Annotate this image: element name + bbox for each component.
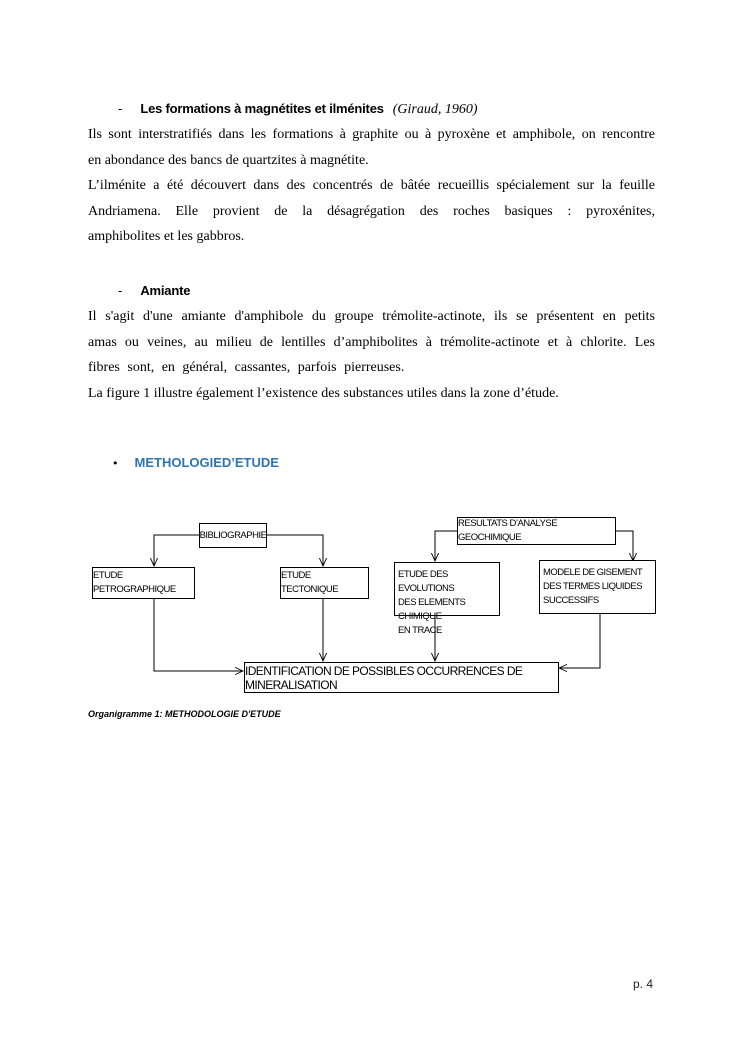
- citation: (Giraud, 1960): [392, 102, 478, 117]
- paragraph-line: fibres sont, en général, cassantes, parfois pierreuses.: [88, 360, 405, 376]
- paragraph-line: amphibolites et les gabbros.: [88, 229, 245, 245]
- box-identification: IDENTIFICATION DE POSSIBLES OCCURRENCES DE MINERALISATION: [244, 662, 559, 693]
- figure-caption: Organigramme 1: METHODOLOGIE D'ETUDE: [88, 709, 281, 719]
- box-modele-gisement: MODELE DE GISEMENT DES TERMES LIQUIDES SUCCESSIFS: [539, 560, 656, 614]
- paragraph-line: L’ilménite a été découvert dans des concentrés de bâtée recueillis spécialement sur la feuille: [88, 178, 655, 194]
- box-etude-petrographique: ETUDE PETROGRAPHIQUE: [92, 567, 195, 599]
- bullet-icon: •: [112, 457, 119, 470]
- section-title: Les formations à magnétites et ilménites: [140, 101, 384, 116]
- arrow-modele-ident: [559, 614, 600, 668]
- box-resultats-geochimique: RESULTATS D’ANALYSE GEOCHIMIQUE: [457, 517, 616, 545]
- list-dash: -: [118, 283, 123, 298]
- arrow-resultats-evol: [435, 531, 458, 561]
- paragraph-line: La figure 1 illustre également l’existence des substances utiles dans la zone d’étude.: [88, 385, 559, 401]
- arrow-petro-ident: [154, 598, 243, 671]
- arrow-biblio-tecto: [267, 535, 323, 566]
- paragraph-line: Ils sont interstratifiés dans les formations à graphite ou à pyroxène et amphibole, on rencontre: [88, 127, 655, 142]
- paragraph-line: Il s'agit d'une amiante d'amphibole du groupe trémolite-actinote, ils se présentent en petits: [88, 309, 655, 324]
- paragraph-line: Andriamena. Elle provient de la désagrégation des roches basiques : pyroxénites,: [88, 203, 655, 219]
- arrow-resultats-modele: [615, 531, 633, 561]
- list-dash: -: [118, 101, 123, 116]
- paragraph-line: amas ou veines, au milieu de lentilles d’amphibolites à trémolite-actinote et à chlorite. Les: [88, 334, 655, 350]
- section-title: Amiante: [140, 283, 191, 298]
- arrow-biblio-petro: [154, 535, 199, 566]
- page-number: p. 4: [633, 977, 654, 991]
- methodology-title: METHOLOGIED’ETUDE: [134, 455, 279, 470]
- box-etude-evolutions: ETUDE DES EVOLUTIONS DES ELEMENTS CHIMIQUE EN TRACE: [394, 562, 500, 616]
- box-etude-tectonique: ETUDE TECTONIQUE: [280, 567, 369, 599]
- paragraph-line: en abondance des bancs de quartzites à magnétite.: [88, 152, 369, 168]
- box-bibliographie: BIBLIOGRAPHIE: [199, 523, 267, 548]
